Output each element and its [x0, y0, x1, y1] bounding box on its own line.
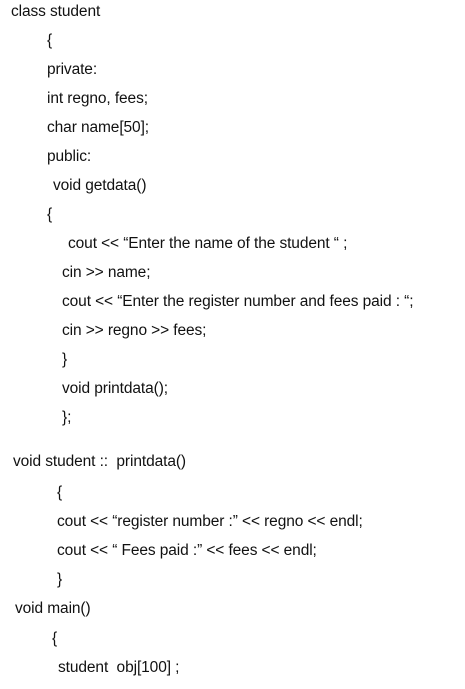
- code-line: cin >> name;: [62, 264, 151, 281]
- code-line: char name[50];: [47, 119, 149, 136]
- code-line: cin >> regno >> fees;: [62, 322, 207, 339]
- code-line: int regno, fees;: [47, 90, 148, 107]
- code-line: void getdata(): [53, 177, 147, 194]
- code-line: }: [57, 571, 63, 588]
- code-line: private:: [47, 61, 98, 78]
- code-line: void main(): [15, 600, 91, 617]
- code-line: public:: [47, 148, 92, 165]
- code-line: cout << “register number :” << regno << endl;: [57, 513, 363, 530]
- code-line: {: [47, 32, 53, 49]
- code-line: {: [47, 206, 53, 223]
- code-line: {: [52, 630, 58, 647]
- code-line: }: [62, 351, 68, 368]
- code-line: };: [62, 409, 72, 426]
- code-line: void student :: printdata(): [13, 453, 186, 470]
- code-line: cout << “ Fees paid :” << fees << endl;: [57, 542, 317, 559]
- code-line: student obj[100] ;: [58, 659, 180, 676]
- code-line: cout << “Enter the register number and fees paid : “;: [62, 293, 414, 310]
- code-line: class student: [11, 3, 101, 20]
- code-line: {: [57, 484, 63, 501]
- code-line: cout << “Enter the name of the student “ ;: [68, 235, 348, 252]
- code-line: void printdata();: [62, 380, 168, 397]
